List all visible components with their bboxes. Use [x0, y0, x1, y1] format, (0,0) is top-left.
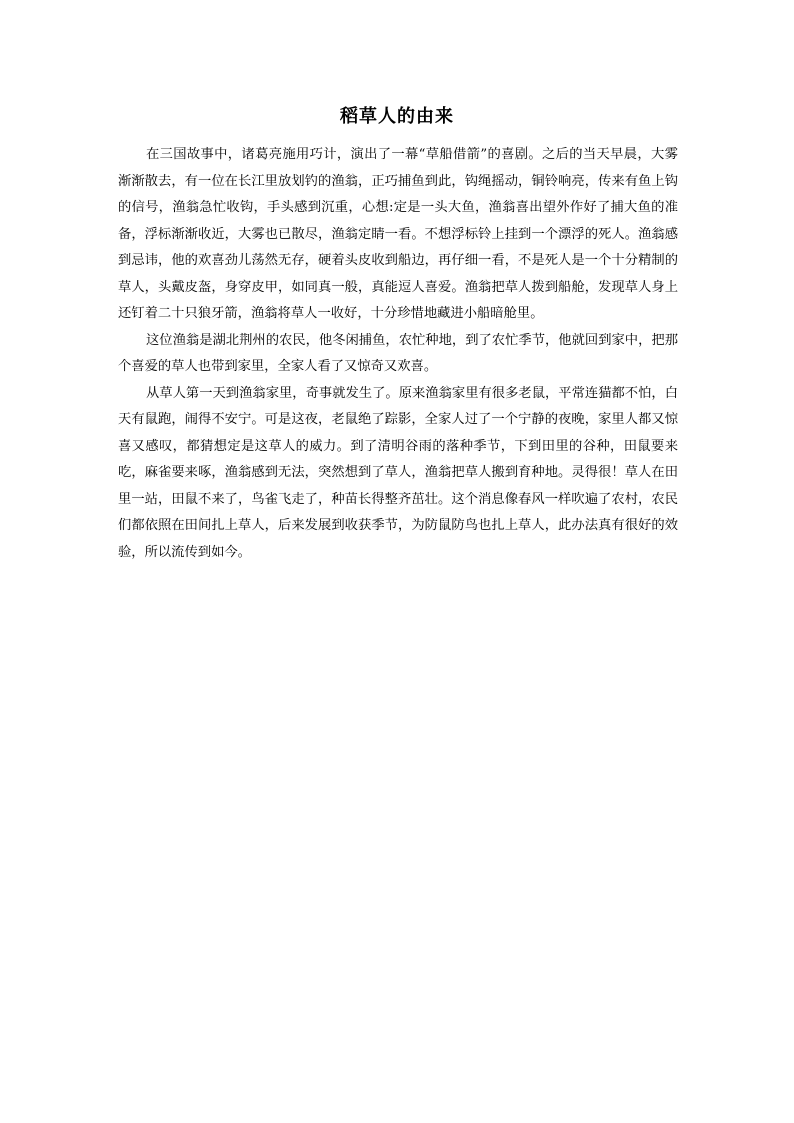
document-title: 稻草人的由来 — [340, 106, 454, 127]
paragraph-2: 这位渔翁是湖北荆州的农民，他冬闲捕鱼，农忙种地，到了农忙季节，他就回到家中，把那个喜爱的草人也带到家里，全家人看了又惊奇又欢喜。 — [118, 332, 678, 374]
paragraph-3: 从草人第一天到渔翁家里，奇事就发生了。原来渔翁家里有很多老鼠，平常连猫都不怕，白天有鼠跑，闹得不安宁。可是这夜，老鼠绝了踪影，全家人过了一个宁静的夜晚，家里人都又惊喜又感叹，都猜想定是这草人的威力。到了清明谷雨的落种季节，下到田里的谷种，田鼠要来吃，麻雀要来啄，渔翁感到无法，突然想到了草人，渔翁把草人搬到育种地。灵得很！草人在田里一站，田鼠不来了，鸟雀飞走了，种苗长得整齐茁壮。这个消息像春风一样吹遍了农村，农民们都依照在田间扎上草人，后来发展到收获季节，为防鼠防鸟也扎上草人，此办法真有很好的效验，所以流传到如今。 — [118, 385, 678, 560]
paragraph-1: 在三国故事中，诸葛亮施用巧计，演出了一幕“草船借箭”的喜剧。之后的当天早晨，大雾渐渐散去，有一位在长江里放划钓的渔翁，正巧捕鱼到此，钩绳摇动，铜铃响亮，传来有鱼上钩的信号，渔翁急忙收钩，手头感到沉重，心想:定是一头大鱼，渔翁喜出望外作好了捕大鱼的准备，浮标渐渐收近，大雾也已散尽，渔翁定睛一看。不想浮标铃上挂到一个漂浮的死人。渔翁感到忌讳，他的欢喜劲儿荡然无存，硬着头皮收到船边，再仔细一看，不是死人是一个十分精制的草人，头戴皮盔，身穿皮甲，如同真一般，真能逗人喜爱。渔翁把草人拨到船舱，发现草人身上还钉着二十只狼牙箭，渔翁将草人一收好，十分珍惜地藏进小船暗舱里。 — [118, 147, 678, 321]
document-body — [118, 142, 678, 566]
